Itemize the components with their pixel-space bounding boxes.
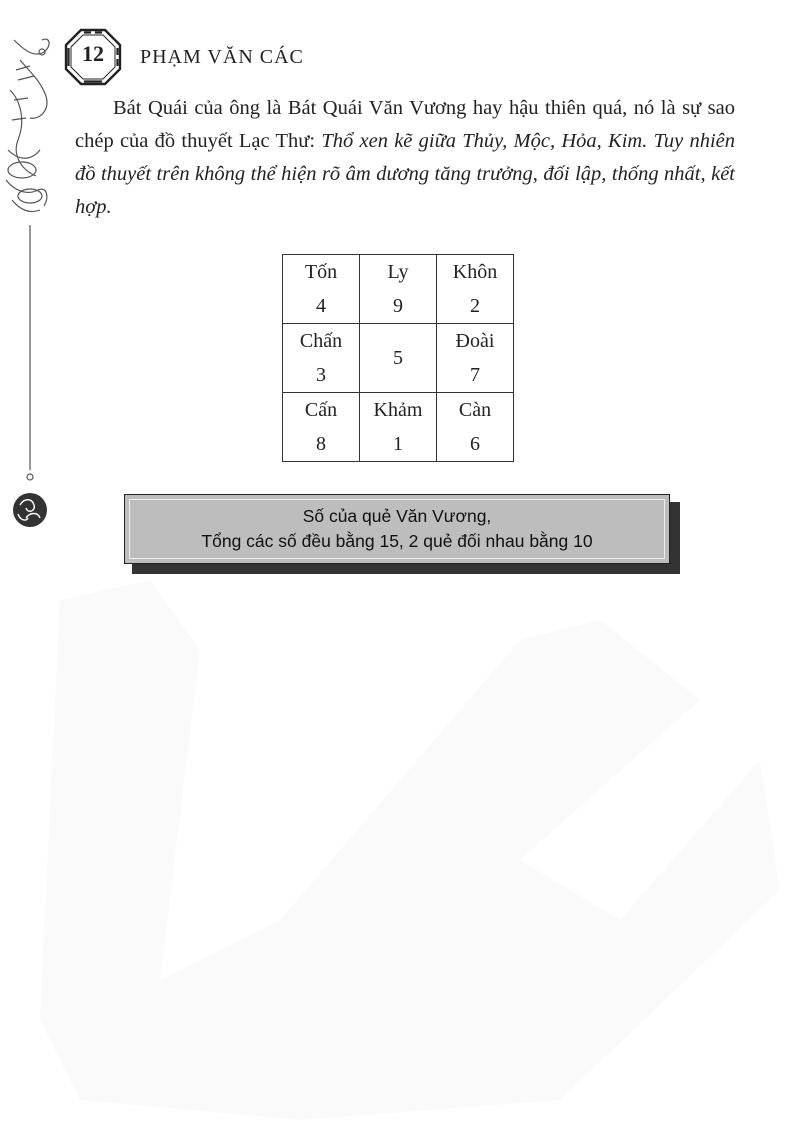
trigram-number: 1	[393, 433, 403, 455]
grid-row	[283, 393, 514, 462]
page-header	[64, 28, 424, 84]
paragraph-italic-text: Thổ xen kẽ giữa Thủy, Mộc, Hỏa, Kim. Tuy nhiên đồ thuyết trên không thể hiện rõ âm dương tăng trưởng, đối lập, thống nhất, kết hợp.	[75, 130, 735, 218]
grid-row	[283, 255, 514, 324]
trigram-number: 2	[470, 295, 480, 317]
grid-cell	[283, 255, 360, 324]
trigram-name: Cấn	[304, 399, 338, 421]
trigram-number: 3	[316, 364, 326, 386]
paragraph-text: Bát Quái của ông là Bát Quái Văn Vương hay hậu thiên quá, nó là sự sao chép của đồ thuyết Lạc Thư:	[75, 97, 735, 152]
phoenix-ornament-icon	[0, 0, 70, 560]
trigram-name: Khôn	[452, 261, 498, 283]
trigram-name: Đoài	[455, 330, 495, 352]
trigram-name: Chấn	[299, 330, 343, 352]
watermark	[0, 560, 800, 1144]
caption-line-1: Số của quẻ Văn Vương,	[302, 506, 492, 526]
grid-cell-center	[360, 324, 437, 393]
grid-cell	[360, 255, 437, 324]
grid-row	[283, 324, 514, 393]
grid-cell	[360, 393, 437, 462]
grid-cell	[283, 324, 360, 393]
figure-caption	[124, 494, 670, 564]
center-number: 5	[393, 347, 403, 369]
grid-cell	[437, 393, 514, 462]
trigram-name: Tốn	[304, 261, 338, 283]
trigram-number: 9	[393, 295, 403, 317]
grid-cell	[283, 393, 360, 462]
trigram-number: 4	[316, 295, 326, 317]
lac-thu-grid	[282, 254, 514, 462]
trigram-name: Khảm	[373, 399, 423, 421]
grid-cell	[437, 324, 514, 393]
trigram-number: 6	[470, 433, 480, 455]
body-paragraph	[75, 92, 735, 224]
trigram-number: 7	[470, 364, 480, 386]
grid-cell	[437, 255, 514, 324]
trigram-name: Càn	[458, 399, 492, 421]
trigram-name: Ly	[387, 261, 409, 283]
trigram-number: 8	[316, 433, 326, 455]
page-number: 12	[82, 41, 104, 66]
running-head: PHẠM VĂN CÁC	[140, 46, 304, 68]
caption-line-2: Tổng các số đều bằng 15, 2 quẻ đối nhau bằng 10	[201, 531, 593, 551]
